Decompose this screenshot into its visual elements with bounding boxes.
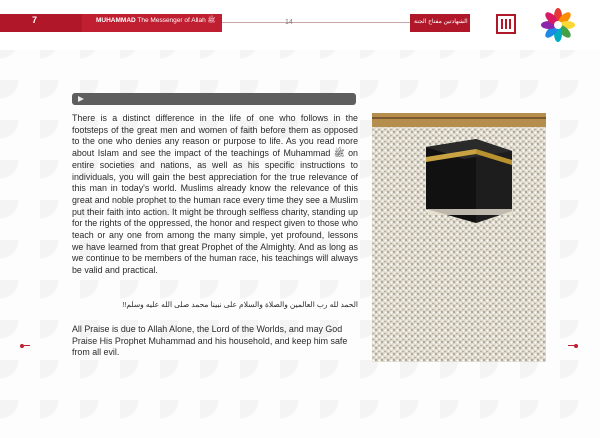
margin-line-left	[24, 345, 30, 346]
margin-line-right	[568, 345, 574, 346]
play-icon[interactable]	[78, 96, 84, 102]
audio-player-bar[interactable]	[72, 93, 356, 105]
book-title	[96, 17, 215, 26]
arabic-calligraphy-badge: الشهادتين مفتاح الجنة	[414, 19, 468, 25]
kaaba-photo	[372, 113, 546, 362]
book-title-bold: MUHAMMAD	[96, 17, 136, 24]
page-number-left: 7	[32, 15, 38, 25]
flower-logo-icon	[540, 7, 576, 43]
book-title-rest: The Messenger of Allah ﷺ	[135, 17, 216, 24]
closing-paragraph: All Praise is due to Allah Alone, the Lord of the Worlds, and may God Praise His Prophet Muhammad and his household, and keep him safe from all evil.	[72, 324, 348, 358]
header-strip-left	[0, 14, 82, 32]
header-strip	[0, 14, 470, 32]
main-paragraph: There is a distinct difference in the life of one who follows in the footsteps of the great men and women of faith before them as opposed to the one who denies any reason or purpose to life. As you read more about Islam and see the impact of the teachings of Muhammad ﷺ on entire societies and nations, as well as his specific instructions to individuals, you will gain the best appreciation for the true relevance of this man in today's world. Muslims already know the relevance of this great and noble prophet to the human race every time they see a Muslim put their faith into action. It might be through selfless charity, standing up for the rights of the oppressed, the honor and respect given to those who teach or any one from among the many simple, yet profound, lessons we have learned from that great Prophet of the Almighty. And as long as we continue to be members of the human race, his teachings will always be valid and practical.	[72, 113, 358, 276]
header-divider	[222, 22, 410, 23]
margin-marker-right	[574, 344, 578, 348]
arabic-praise: الحمد لله رب العالمين والصلاة والسلام على نبينا محمد صلى الله عليه وسلم!!	[122, 300, 358, 309]
header	[0, 0, 600, 50]
square-kufic-logo	[496, 14, 516, 34]
page-number-center: 14	[285, 19, 293, 26]
